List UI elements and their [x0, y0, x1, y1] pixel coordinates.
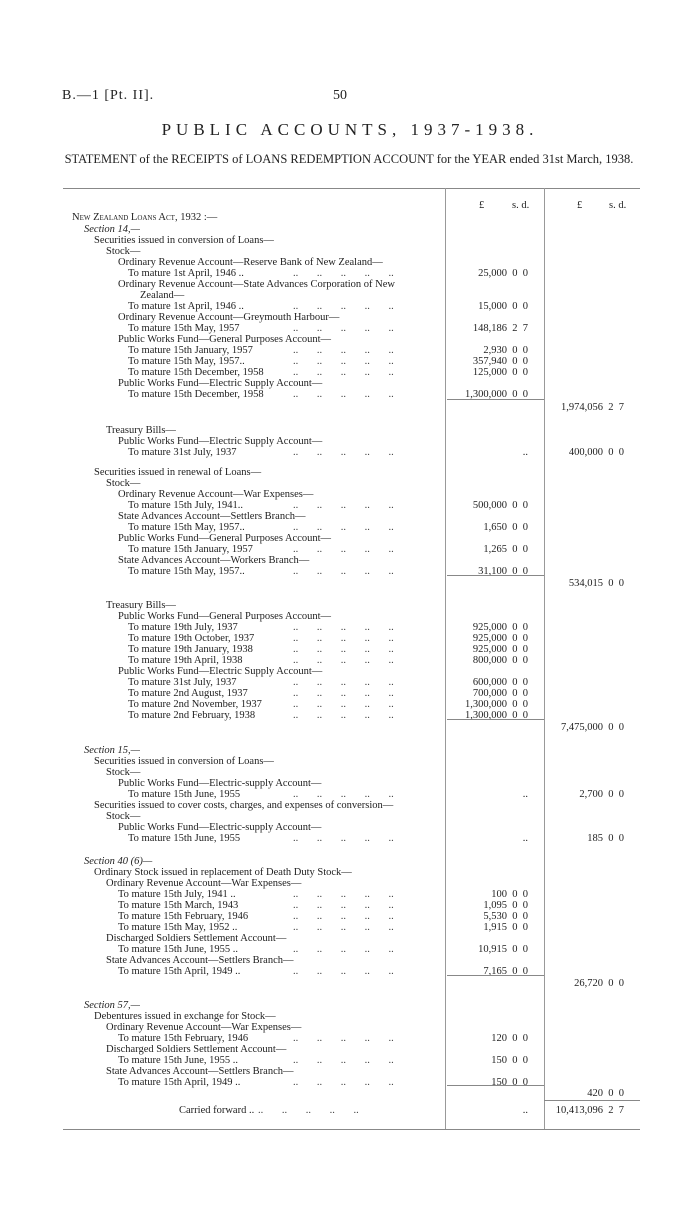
row-label: Securities issued in renewal of Loans—	[94, 467, 262, 478]
statement-row	[63, 1088, 640, 1100]
leader-dots: .. .. .. .. ..	[293, 966, 394, 977]
amount-inner: 120 0 0	[491, 1033, 528, 1044]
row-label: Zealand—	[140, 290, 185, 301]
leader-dots: .. .. .. .. ..	[293, 323, 394, 334]
subtotal-rule	[447, 975, 544, 976]
amount-inner: 15,000 0 0	[478, 301, 528, 312]
row-label: Stock—	[106, 246, 141, 257]
leader-dots: .. .. .. .. ..	[293, 1033, 394, 1044]
amount-total: 185 0 0	[587, 833, 624, 844]
row-label: To mature 15th December, 1958	[128, 367, 264, 378]
row-label: To mature 15th June, 1955	[128, 789, 241, 800]
amount-inner: 357,940 0 0	[472, 356, 528, 367]
leader-dots: .. .. .. .. ..	[293, 522, 394, 533]
row-label: Ordinary Revenue Account—War Expenses—	[106, 878, 302, 889]
subtotal-rule	[447, 399, 544, 400]
amount-inner: 925,000 0 0	[472, 644, 528, 655]
row-label: Ordinary Revenue Account—Reserve Bank of New Zealand—	[118, 257, 383, 268]
row-label: Public Works Fund—Electric Supply Account—	[118, 378, 323, 389]
statement-row	[63, 566, 640, 578]
document-reference: B.—1 [Pt. II].	[62, 88, 155, 103]
row-label: Ordinary Revenue Account—Greymouth Harbour—	[118, 312, 340, 323]
row-label: New Zealand Loans Act, 1932 :—	[72, 212, 218, 223]
leader-dots: .. .. .. .. ..	[293, 268, 394, 279]
row-label: State Advances Account—Settlers Branch—	[118, 511, 306, 522]
row-label: Section 40 (6)—	[84, 856, 153, 867]
amount-inner: 150 0 0	[491, 1055, 528, 1066]
statement-row	[63, 578, 640, 590]
col2-pounds-header: £	[577, 200, 583, 211]
row-label: To mature 15th May, 1957..	[128, 566, 245, 577]
page-title: PUBLIC ACCOUNTS, 1937-1938.	[161, 120, 539, 139]
row-label: Section 14,—	[84, 224, 140, 235]
row-label: Discharged Soldiers Settlement Account—	[106, 933, 287, 944]
statement-row	[63, 1105, 640, 1117]
amount-inner: 600,000 0 0	[472, 677, 528, 688]
amount-total: 534,015 0 0	[568, 578, 624, 589]
leader-dots: .. .. .. .. ..	[293, 644, 394, 655]
subtotal-rule	[447, 719, 544, 720]
row-label: Ordinary Revenue Account—War Expenses—	[106, 1022, 302, 1033]
amount-inner: 150 0 0	[491, 1077, 528, 1088]
row-label: Public Works Fund—General Purposes Account—	[118, 334, 332, 345]
row-label: Ordinary Revenue Account—State Advances Corporation of New	[118, 279, 396, 290]
statement-row	[63, 710, 640, 722]
leader-dots: .. .. .. .. ..	[293, 833, 394, 844]
amount-inner: 148,186 2 7	[472, 323, 528, 334]
row-label: To mature 15th May, 1952 ..	[118, 922, 238, 933]
row-label: To mature 15th May, 1957..	[128, 356, 245, 367]
amount-inner: 1,095 0 0	[483, 900, 528, 911]
statement-row	[63, 402, 640, 414]
row-label: To mature 15th June, 1955 ..	[118, 1055, 238, 1066]
leader-dots: .. .. .. .. ..	[293, 345, 394, 356]
leader-dots: .. .. .. .. ..	[293, 900, 394, 911]
row-label: State Advances Account—Settlers Branch—	[106, 955, 294, 966]
amount-inner: 31,100 0 0	[478, 566, 528, 577]
row-label: Securities issued in conversion of Loans—	[94, 756, 274, 767]
row-label: To mature 15th July, 1941..	[128, 500, 243, 511]
leader-dots: .. .. .. .. ..	[293, 688, 394, 699]
row-label: To mature 2nd August, 1937	[128, 688, 248, 699]
col1-pounds-header: £	[479, 200, 485, 211]
row-label: To mature 15th January, 1957	[128, 345, 253, 356]
amount-total: 420 0 0	[587, 1088, 624, 1099]
leader-dots: .. .. .. .. ..	[293, 633, 394, 644]
amount-inner: ..	[522, 789, 528, 800]
row-label: Securities issued in conversion of Loans—	[94, 235, 274, 246]
amount-inner: 2,930 0 0	[483, 345, 528, 356]
row-label: To mature 19th July, 1937	[128, 622, 238, 633]
row-label: Public Works Fund—Electric Supply Account—	[118, 436, 323, 447]
leader-dots: .. .. .. .. ..	[293, 301, 394, 312]
page-number: 50	[333, 88, 347, 103]
row-label: Ordinary Revenue Account—War Expenses—	[118, 489, 314, 500]
row-label: To mature 31st July, 1937	[128, 677, 237, 688]
row-label: Section 15,—	[84, 745, 140, 756]
leader-dots: .. .. .. .. ..	[293, 922, 394, 933]
row-label: To mature 15th February, 1946	[118, 911, 249, 922]
amount-inner: 925,000 0 0	[472, 622, 528, 633]
col2-sd-header: s. d.	[609, 200, 627, 211]
leader-dots: .. .. .. .. ..	[293, 356, 394, 367]
statement-row	[63, 978, 640, 990]
row-label: Discharged Soldiers Settlement Account—	[106, 1044, 287, 1055]
row-label: To mature 2nd November, 1937	[128, 699, 262, 710]
amount-total: 7,475,000 0 0	[561, 722, 624, 733]
row-label: To mature 15th June, 1955 ..	[118, 944, 238, 955]
leader-dots: .. .. .. .. ..	[293, 789, 394, 800]
row-label: Public Works Fund—Electric-supply Account—	[118, 822, 322, 833]
leader-dots: .. .. .. .. ..	[293, 889, 394, 900]
row-label: To mature 15th March, 1943	[118, 900, 239, 911]
row-label: To mature 31st July, 1937	[128, 447, 237, 458]
amount-inner: ..	[522, 447, 528, 458]
leader-dots: .. .. .. .. ..	[293, 544, 394, 555]
row-label: To mature 15th July, 1941 ..	[118, 889, 236, 900]
leader-dots: .. .. .. .. ..	[293, 677, 394, 688]
amount-inner: 125,000 0 0	[472, 367, 528, 378]
amount-inner: 700,000 0 0	[472, 688, 528, 699]
row-label: Public Works Fund—General Purposes Account—	[118, 611, 332, 622]
amount-inner: 1,300,000 0 0	[465, 389, 528, 400]
subtotal-rule	[447, 1085, 544, 1086]
row-label: Stock—	[106, 767, 141, 778]
amount-total: 400,000 0 0	[568, 447, 624, 458]
row-label: Securities issued to cover costs, charges, and expenses of conversion—	[94, 800, 394, 811]
row-label: To mature 19th January, 1938	[128, 644, 253, 655]
amount-inner: 7,165 0 0	[483, 966, 528, 977]
row-label: State Advances Account—Workers Branch—	[118, 555, 310, 566]
amount-inner: 1,300,000 0 0	[465, 699, 528, 710]
row-label: To mature 15th May, 1957	[128, 323, 240, 334]
row-label: Stock—	[106, 811, 141, 822]
row-label: Section 57,—	[84, 1000, 140, 1011]
subtotal-rule	[544, 1100, 640, 1101]
amount-inner: 5,530 0 0	[483, 911, 528, 922]
row-label: To mature 15th April, 1949 ..	[118, 966, 241, 977]
leader-dots: .. .. .. .. ..	[258, 1105, 359, 1116]
amount-inner: 1,265 0 0	[483, 544, 528, 555]
row-label: To mature 1st April, 1946 ..	[128, 301, 244, 312]
leader-dots: .. .. .. .. ..	[293, 911, 394, 922]
row-label: To mature 15th January, 1957	[128, 544, 253, 555]
amount-total: 1,974,056 2 7	[561, 402, 624, 413]
leader-dots: .. .. .. .. ..	[293, 367, 394, 378]
leader-dots: .. .. .. .. ..	[293, 566, 394, 577]
amount-inner: 10,915 0 0	[478, 944, 528, 955]
row-label: To mature 2nd February, 1938	[128, 710, 256, 721]
leader-dots: .. .. .. .. ..	[293, 710, 394, 721]
amount-inner: 1,300,000 0 0	[465, 710, 528, 721]
row-label: Public Works Fund—Electric-supply Account—	[118, 778, 322, 789]
row-label: To mature 19th October, 1937	[128, 633, 255, 644]
amount-inner: 100 0 0	[491, 889, 528, 900]
leader-dots: .. .. .. .. ..	[293, 500, 394, 511]
row-label: Ordinary Stock issued in replacement of Death Duty Stock—	[94, 867, 352, 878]
row-label: To mature 1st April, 1946 ..	[128, 268, 244, 279]
leader-dots: .. .. .. .. ..	[293, 699, 394, 710]
row-label: Public Works Fund—General Purposes Account—	[118, 533, 332, 544]
amount-inner: 1,650 0 0	[483, 522, 528, 533]
row-label: Stock—	[106, 478, 141, 489]
leader-dots: .. .. .. .. ..	[293, 655, 394, 666]
leader-dots: .. .. .. .. ..	[293, 389, 394, 400]
row-label: To mature 15th April, 1949 ..	[118, 1077, 241, 1088]
row-label: To mature 15th May, 1957..	[128, 522, 245, 533]
statement-subtitle: STATEMENT of the RECEIPTS of LOANS REDEMPTION ACCOUNT for the YEAR ended 31st March, 1938.	[64, 152, 634, 166]
row-label: Treasury Bills—	[106, 600, 176, 611]
row-label: Treasury Bills—	[106, 425, 176, 436]
row-label: State Advances Account—Settlers Branch—	[106, 1066, 294, 1077]
leader-dots: .. .. .. .. ..	[293, 1077, 394, 1088]
amount-total: 10,413,096 2 7	[555, 1105, 624, 1116]
amount-inner: 500,000 0 0	[472, 500, 528, 511]
row-label: To mature 15th June, 1955	[128, 833, 241, 844]
row-label: To mature 15th December, 1958	[128, 389, 264, 400]
row-label: Carried forward ..	[179, 1105, 255, 1116]
leader-dots: .. .. .. .. ..	[293, 447, 394, 458]
statement-row	[63, 966, 640, 978]
statement-row	[63, 389, 640, 401]
row-label: Public Works Fund—Electric Supply Account—	[118, 666, 323, 677]
leader-dots: .. .. .. .. ..	[293, 944, 394, 955]
leader-dots: .. .. .. .. ..	[293, 622, 394, 633]
statement-row	[63, 447, 640, 459]
leader-dots: .. .. .. .. ..	[293, 1055, 394, 1066]
col1-sd-header: s. d.	[512, 200, 530, 211]
amount-inner: 800,000 0 0	[472, 655, 528, 666]
row-label: To mature 15th February, 1946	[118, 1033, 249, 1044]
statement-row	[63, 833, 640, 845]
amount-total: 2,700 0 0	[579, 789, 624, 800]
subtotal-rule	[447, 575, 544, 576]
statement-row	[63, 212, 640, 224]
statement-row	[63, 722, 640, 734]
amount-inner: ..	[522, 833, 528, 844]
row-label: Debentures issued in exchange for Stock—	[94, 1011, 276, 1022]
amount-inner: ..	[522, 1105, 528, 1116]
amount-inner: 925,000 0 0	[472, 633, 528, 644]
amount-inner: 25,000 0 0	[478, 268, 528, 279]
amount-inner: 1,915 0 0	[483, 922, 528, 933]
amount-total: 26,720 0 0	[574, 978, 624, 989]
row-label: To mature 19th April, 1938	[128, 655, 243, 666]
